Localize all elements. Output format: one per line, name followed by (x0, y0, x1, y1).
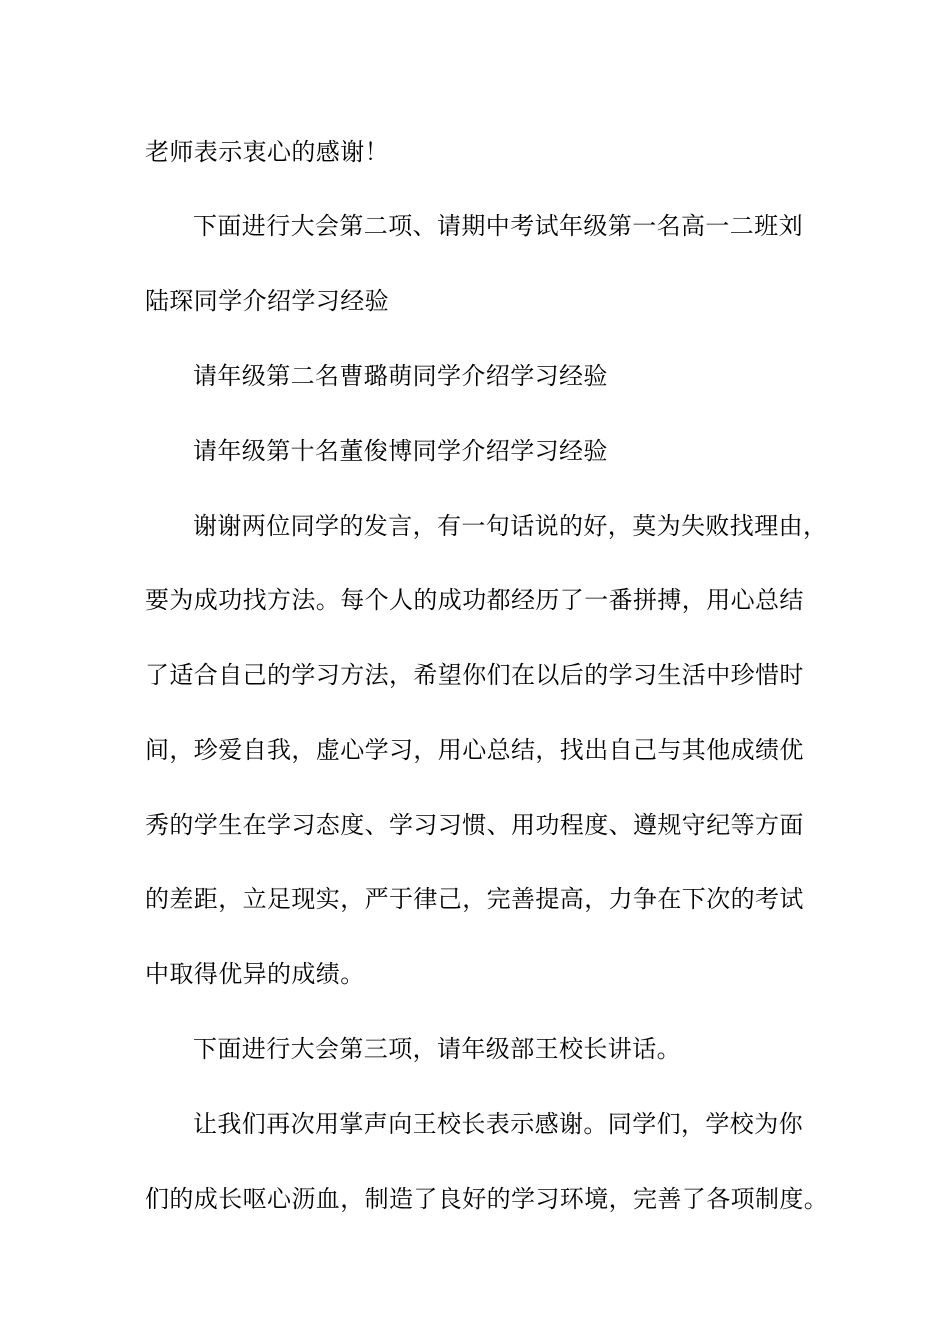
text-line-13: 下面进行大会第三项，请年级部王校长讲话。 (193, 1035, 681, 1063)
text-line-7: 要为成功找方法。每个人的成功都经历了一番拼搏，用心总结 (145, 586, 804, 614)
text-line-10: 秀的学生在学习态度、学习习惯、用功程度、遵规守纪等方面 (145, 811, 804, 839)
text-line-6: 谢谢两位同学的发言，有一句话说的好，莫为失败找理由， (193, 512, 828, 540)
text-line-14: 让我们再次用掌声向王校长表示感谢。同学们，学校为你 (193, 1110, 803, 1138)
text-line-9: 间，珍爱自我，虚心学习，用心总结，找出自己与其他成绩优 (145, 736, 804, 764)
text-line-4: 请年级第二名曹璐萌同学介绍学习经验 (193, 362, 608, 390)
text-line-11: 的差距，立足现实，严于律己，完善提高，力争在下次的考试 (145, 885, 804, 913)
text-line-8: 了适合自己的学习方法，希望你们在以后的学习生活中珍惜时 (145, 661, 804, 689)
text-line-1: 老师表示衷心的感谢！ (145, 138, 389, 166)
text-line-15: 们的成长呕心沥血，制造了良好的学习环境，完善了各项制度。 (145, 1185, 829, 1213)
text-line-12: 中取得优异的成绩。 (145, 960, 365, 988)
text-line-3: 陆琛同学介绍学习经验 (145, 287, 389, 315)
text-line-2: 下面进行大会第二项、请期中考试年级第一名高一二班刘 (193, 212, 803, 240)
text-line-5: 请年级第十名董俊博同学介绍学习经验 (193, 437, 608, 465)
